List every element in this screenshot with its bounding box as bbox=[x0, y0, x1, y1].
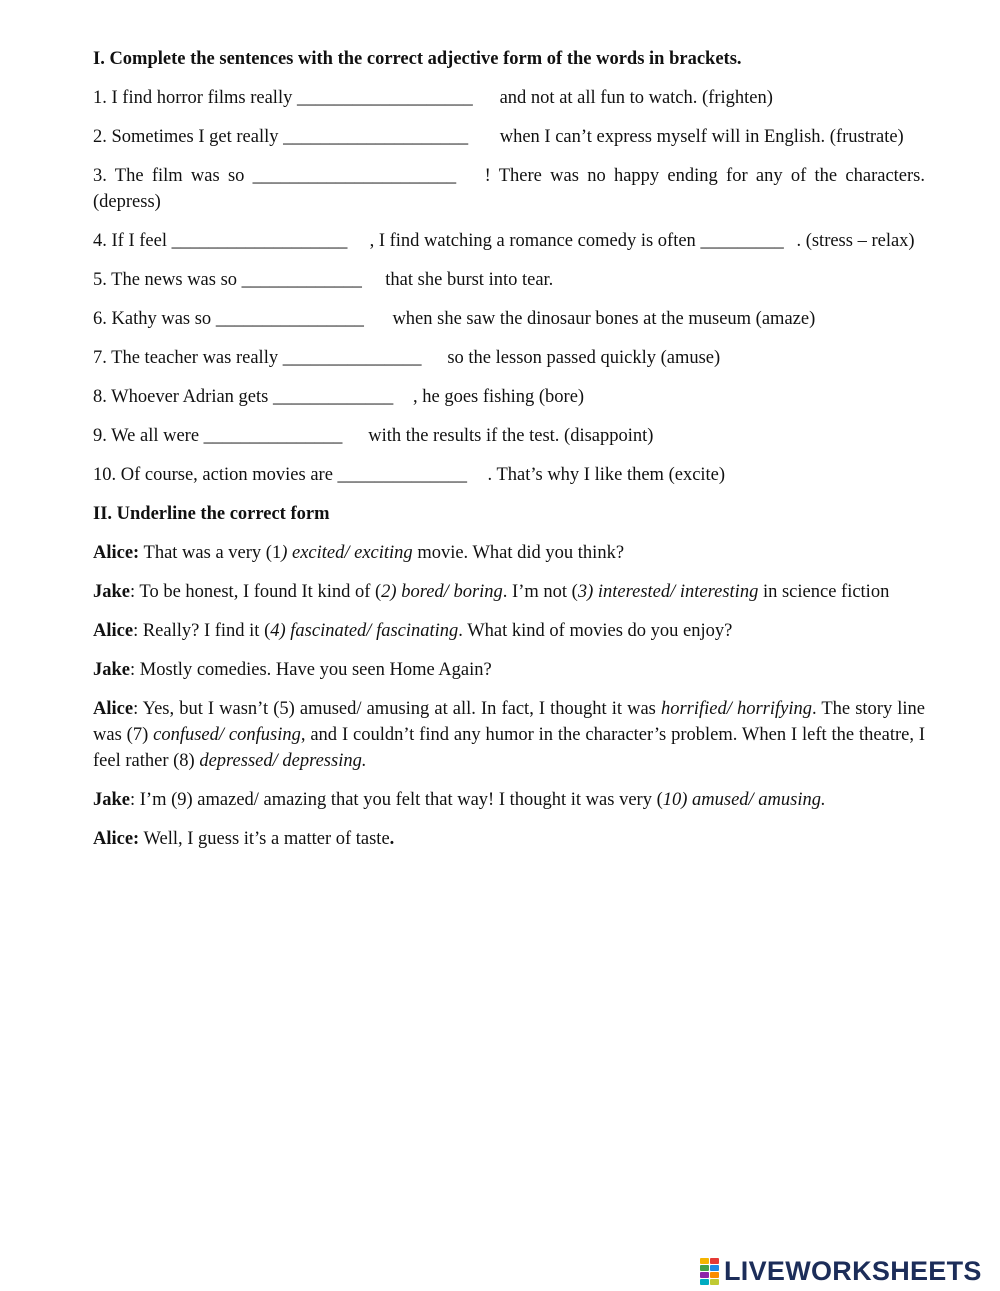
speaker-name: Jake bbox=[93, 790, 130, 810]
question-4 bbox=[93, 228, 925, 254]
dialogue-line-7 bbox=[93, 826, 925, 852]
logo-block bbox=[710, 1258, 719, 1264]
dialogue-text: : Really? I find it ( bbox=[133, 621, 271, 641]
dialogue-line-6 bbox=[93, 787, 925, 813]
question-text: 4. If I feel bbox=[93, 231, 172, 251]
dialogue-text: movie. What did you think? bbox=[412, 543, 625, 563]
choice-8[interactable]: depressed/ depressing. bbox=[199, 751, 367, 771]
question-text: 5. The news was so bbox=[93, 270, 242, 290]
answer-blank[interactable]: ___________________ bbox=[171, 231, 348, 251]
dialogue-text: Well, I guess it’s a matter of taste bbox=[139, 829, 390, 849]
question-9 bbox=[93, 423, 925, 449]
question-5 bbox=[93, 267, 925, 293]
question-text: 8. Whoever Adrian gets bbox=[93, 387, 273, 407]
answer-blank[interactable]: ______________________ bbox=[252, 166, 457, 186]
question-text: when she saw the dinosaur bones at the museum (amaze) bbox=[387, 309, 816, 329]
liveworksheets-logo[interactable] bbox=[700, 1255, 982, 1287]
question-text: with the results if the test. (disappoint) bbox=[363, 426, 654, 446]
answer-blank[interactable]: ___________________ bbox=[296, 88, 473, 108]
question-text: 2. Sometimes I get really bbox=[93, 127, 284, 147]
dialogue-line-3 bbox=[93, 618, 925, 644]
choice-6[interactable]: horrified/ horrifying bbox=[660, 699, 812, 719]
dialogue-text: . bbox=[389, 829, 395, 849]
dialogue-text: , and I couldn’t find any humor in the character’s problem. When I left the theatre, I feel rather (8) bbox=[93, 725, 925, 771]
answer-blank[interactable]: _______________ bbox=[282, 348, 422, 368]
question-text: 1. I find horror films really bbox=[93, 88, 297, 108]
logo-block bbox=[710, 1272, 719, 1278]
logo-block bbox=[710, 1265, 719, 1271]
logo-block bbox=[700, 1279, 709, 1285]
question-text: 9. We all were bbox=[93, 426, 204, 446]
dialogue-line-5 bbox=[93, 696, 925, 774]
question-text: 10. Of course, action movies are bbox=[93, 465, 338, 485]
choice-2[interactable]: 2) bored/ boring bbox=[381, 582, 503, 602]
answer-blank[interactable]: ____________________ bbox=[283, 127, 469, 147]
logo-text: LIVEWORKSHEETS bbox=[724, 1255, 982, 1286]
speaker-name: Alice bbox=[93, 699, 134, 719]
dialogue-text: : I’m (9) amazed/ amazing that you felt that way! I thought it was very ( bbox=[130, 790, 663, 810]
dialogue-text: : To be honest, I found It kind of ( bbox=[130, 582, 382, 602]
choice-10[interactable]: 10) amused/ amusing. bbox=[662, 790, 826, 810]
choice-3[interactable]: 3) interested/ interesting bbox=[577, 582, 759, 602]
answer-blank[interactable]: _____________ bbox=[273, 387, 394, 407]
dialogue-text: That was a very (1 bbox=[139, 543, 282, 563]
dialogue-text: : Mostly comedies. Have you seen Home Again? bbox=[130, 660, 492, 680]
answer-blank[interactable]: _______________ bbox=[203, 426, 343, 446]
question-text: 7. The teacher was really bbox=[93, 348, 283, 368]
speaker-name: Jake bbox=[93, 660, 130, 680]
answer-blank[interactable]: ______________ bbox=[337, 465, 468, 485]
question-text: and not at all fun to watch. (frighten) bbox=[494, 88, 773, 108]
question-1 bbox=[93, 85, 925, 111]
question-text: . (stress – relax) bbox=[796, 231, 915, 251]
answer-blank[interactable]: ________________ bbox=[215, 309, 364, 329]
logo-block bbox=[710, 1279, 719, 1285]
dialogue-text: in science fiction bbox=[758, 582, 890, 602]
question-text: 6. Kathy was so bbox=[93, 309, 216, 329]
dialogue-line-1 bbox=[93, 540, 925, 566]
question-2 bbox=[93, 124, 925, 150]
question-8 bbox=[93, 384, 925, 410]
question-text: , I find watching a romance comedy is often bbox=[369, 231, 701, 251]
section1-title: I. Complete the sentences with the correct adjective form of the words in brackets. bbox=[93, 49, 742, 69]
section2-title: II. Underline the correct form bbox=[93, 504, 330, 524]
question-7 bbox=[93, 345, 925, 371]
liveworksheets-logo-icon bbox=[700, 1258, 720, 1284]
dialogue-text: : Yes, but I wasn’t (5) amused/ amusing at all. In fact, I thought it was bbox=[133, 699, 661, 719]
logo-block bbox=[700, 1265, 709, 1271]
question-text: that she burst into tear. bbox=[380, 270, 554, 290]
question-6 bbox=[93, 306, 925, 332]
worksheet bbox=[93, 46, 925, 865]
question-text: . That’s why I like them (excite) bbox=[487, 465, 726, 485]
dialogue-text: . I’m not ( bbox=[502, 582, 578, 602]
speaker-name: Alice bbox=[93, 621, 134, 641]
question-text: so the lesson passed quickly (amuse) bbox=[442, 348, 721, 368]
question-text: 3. The film was so bbox=[93, 166, 253, 186]
choice-4[interactable]: 4) fascinated/ fascinating bbox=[270, 621, 459, 641]
question-text: , he goes fishing (bore) bbox=[413, 387, 585, 407]
choice-7[interactable]: confused/ confusing bbox=[153, 725, 301, 745]
logo-block bbox=[700, 1258, 709, 1264]
speaker-name: Alice: bbox=[93, 829, 140, 849]
question-text: when I can’t express myself will in English. (frustrate) bbox=[495, 127, 904, 147]
dialogue-line-2 bbox=[93, 579, 925, 605]
answer-blank[interactable]: _____________ bbox=[241, 270, 362, 290]
dialogue-text: . The story line was (7) bbox=[93, 699, 926, 745]
logo-block bbox=[700, 1272, 709, 1278]
speaker-name: Alice: bbox=[93, 543, 140, 563]
question-text: ! There was no happy ending for any of the characters. (depress) bbox=[93, 166, 925, 212]
dialogue-text: . What kind of movies do you enjoy? bbox=[458, 621, 733, 641]
choice-1[interactable]: ) excited/ exciting bbox=[281, 543, 413, 563]
answer-blank[interactable]: _________ bbox=[700, 231, 784, 251]
dialogue-line-4 bbox=[93, 657, 925, 683]
question-3 bbox=[93, 163, 925, 215]
question-10 bbox=[93, 462, 925, 488]
speaker-name: Jake bbox=[93, 582, 130, 602]
